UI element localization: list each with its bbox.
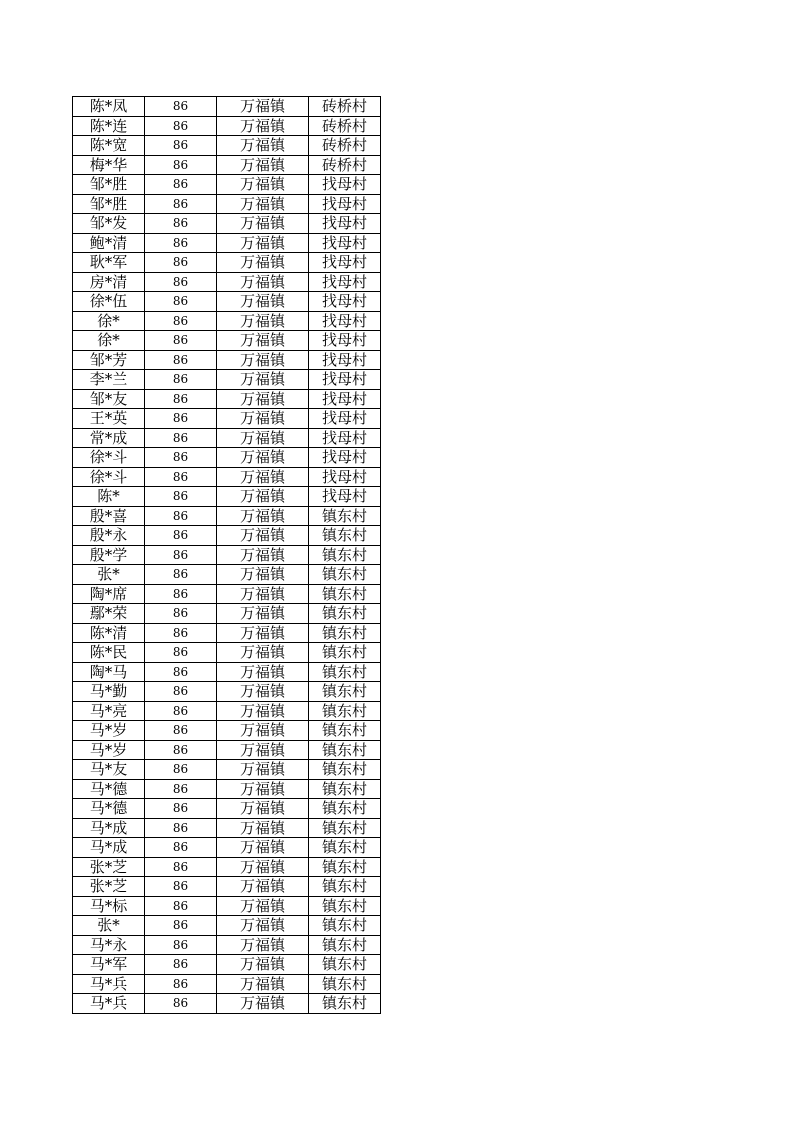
- name-cell: 邹*发: [73, 214, 145, 234]
- age-cell: 86: [145, 604, 217, 624]
- age-cell: 86: [145, 97, 217, 117]
- village-cell: 镇东村: [309, 662, 381, 682]
- table-row: [73, 428, 381, 448]
- village-cell: 镇东村: [309, 838, 381, 858]
- town-cell: 万福镇: [217, 214, 309, 234]
- village-cell: 找母村: [309, 292, 381, 312]
- table-row: [73, 604, 381, 624]
- town-cell: 万福镇: [217, 155, 309, 175]
- table-row: [73, 896, 381, 916]
- town-cell: 万福镇: [217, 740, 309, 760]
- table-row: [73, 779, 381, 799]
- name-cell: 陈*民: [73, 643, 145, 663]
- name-cell: 马*亮: [73, 701, 145, 721]
- town-cell: 万福镇: [217, 448, 309, 468]
- table-row: [73, 97, 381, 117]
- town-cell: 万福镇: [217, 97, 309, 117]
- town-cell: 万福镇: [217, 350, 309, 370]
- town-cell: 万福镇: [217, 292, 309, 312]
- name-cell: 殷*永: [73, 526, 145, 546]
- village-cell: 镇东村: [309, 818, 381, 838]
- village-cell: 找母村: [309, 272, 381, 292]
- table-row: [73, 701, 381, 721]
- age-cell: 86: [145, 428, 217, 448]
- name-cell: 马*岁: [73, 721, 145, 741]
- age-cell: 86: [145, 916, 217, 936]
- table-row: [73, 448, 381, 468]
- table-row: [73, 565, 381, 585]
- town-cell: 万福镇: [217, 799, 309, 819]
- village-cell: 镇东村: [309, 877, 381, 897]
- table-row: [73, 584, 381, 604]
- table-row: [73, 760, 381, 780]
- town-cell: 万福镇: [217, 604, 309, 624]
- name-cell: 张*: [73, 565, 145, 585]
- age-cell: 86: [145, 799, 217, 819]
- town-cell: 万福镇: [217, 233, 309, 253]
- name-cell: 徐*: [73, 311, 145, 331]
- town-cell: 万福镇: [217, 994, 309, 1014]
- town-cell: 万福镇: [217, 779, 309, 799]
- age-cell: 86: [145, 838, 217, 858]
- town-cell: 万福镇: [217, 175, 309, 195]
- town-cell: 万福镇: [217, 662, 309, 682]
- name-cell: 邹*芳: [73, 350, 145, 370]
- town-cell: 万福镇: [217, 818, 309, 838]
- village-cell: 镇东村: [309, 604, 381, 624]
- age-cell: 86: [145, 896, 217, 916]
- name-cell: 殷*学: [73, 545, 145, 565]
- name-cell: 张*: [73, 916, 145, 936]
- name-cell: 马*德: [73, 799, 145, 819]
- village-cell: 砖桥村: [309, 116, 381, 136]
- town-cell: 万福镇: [217, 643, 309, 663]
- age-cell: 86: [145, 233, 217, 253]
- table-row: [73, 682, 381, 702]
- village-cell: 镇东村: [309, 760, 381, 780]
- name-cell: 马*成: [73, 818, 145, 838]
- name-cell: 陈*: [73, 487, 145, 507]
- village-cell: 镇东村: [309, 857, 381, 877]
- village-cell: 镇东村: [309, 994, 381, 1014]
- name-cell: 马*成: [73, 838, 145, 858]
- table-row: [73, 838, 381, 858]
- table-row: [73, 623, 381, 643]
- age-cell: 86: [145, 506, 217, 526]
- age-cell: 86: [145, 116, 217, 136]
- name-cell: 徐*斗: [73, 467, 145, 487]
- village-cell: 砖桥村: [309, 155, 381, 175]
- name-cell: 李*兰: [73, 370, 145, 390]
- town-cell: 万福镇: [217, 916, 309, 936]
- village-cell: 镇东村: [309, 955, 381, 975]
- age-cell: 86: [145, 935, 217, 955]
- name-cell: 鄢*荣: [73, 604, 145, 624]
- table-row: [73, 506, 381, 526]
- table-body: [73, 97, 381, 1014]
- town-cell: 万福镇: [217, 682, 309, 702]
- table-row: [73, 487, 381, 507]
- name-cell: 徐*伍: [73, 292, 145, 312]
- age-cell: 86: [145, 565, 217, 585]
- village-cell: 砖桥村: [309, 97, 381, 117]
- village-cell: 镇东村: [309, 974, 381, 994]
- table-row: [73, 643, 381, 663]
- town-cell: 万福镇: [217, 311, 309, 331]
- name-cell: 马*友: [73, 760, 145, 780]
- name-cell: 马*军: [73, 955, 145, 975]
- table-row: [73, 409, 381, 429]
- village-cell: 镇东村: [309, 545, 381, 565]
- table-row: [73, 955, 381, 975]
- name-cell: 耿*军: [73, 253, 145, 273]
- table-row: [73, 994, 381, 1014]
- village-cell: 找母村: [309, 214, 381, 234]
- village-cell: 镇东村: [309, 721, 381, 741]
- table-row: [73, 292, 381, 312]
- name-cell: 殷*喜: [73, 506, 145, 526]
- town-cell: 万福镇: [217, 428, 309, 448]
- age-cell: 86: [145, 955, 217, 975]
- village-cell: 镇东村: [309, 799, 381, 819]
- name-cell: 张*芝: [73, 857, 145, 877]
- age-cell: 86: [145, 701, 217, 721]
- name-cell: 马*永: [73, 935, 145, 955]
- name-cell: 鲍*清: [73, 233, 145, 253]
- name-cell: 陈*凤: [73, 97, 145, 117]
- table-row: [73, 740, 381, 760]
- age-cell: 86: [145, 760, 217, 780]
- age-cell: 86: [145, 389, 217, 409]
- town-cell: 万福镇: [217, 370, 309, 390]
- age-cell: 86: [145, 292, 217, 312]
- name-cell: 陈*连: [73, 116, 145, 136]
- village-cell: 镇东村: [309, 643, 381, 663]
- age-cell: 86: [145, 526, 217, 546]
- name-cell: 马*兵: [73, 994, 145, 1014]
- age-cell: 86: [145, 448, 217, 468]
- village-cell: 镇东村: [309, 623, 381, 643]
- age-cell: 86: [145, 370, 217, 390]
- age-cell: 86: [145, 487, 217, 507]
- town-cell: 万福镇: [217, 487, 309, 507]
- town-cell: 万福镇: [217, 545, 309, 565]
- age-cell: 86: [145, 682, 217, 702]
- age-cell: 86: [145, 155, 217, 175]
- table-row: [73, 155, 381, 175]
- name-cell: 陶*席: [73, 584, 145, 604]
- table-row: [73, 214, 381, 234]
- table-row: [73, 350, 381, 370]
- name-cell: 邹*友: [73, 389, 145, 409]
- name-cell: 陈*宽: [73, 136, 145, 156]
- town-cell: 万福镇: [217, 838, 309, 858]
- village-cell: 找母村: [309, 175, 381, 195]
- table-row: [73, 721, 381, 741]
- village-cell: 找母村: [309, 331, 381, 351]
- village-cell: 找母村: [309, 467, 381, 487]
- town-cell: 万福镇: [217, 136, 309, 156]
- table-row: [73, 272, 381, 292]
- age-cell: 86: [145, 818, 217, 838]
- table-row: [73, 916, 381, 936]
- village-cell: 镇东村: [309, 565, 381, 585]
- table-row: [73, 545, 381, 565]
- table-row: [73, 370, 381, 390]
- age-cell: 86: [145, 857, 217, 877]
- town-cell: 万福镇: [217, 116, 309, 136]
- table-row: [73, 818, 381, 838]
- name-cell: 马*标: [73, 896, 145, 916]
- name-cell: 张*芝: [73, 877, 145, 897]
- table-row: [73, 526, 381, 546]
- village-cell: 找母村: [309, 233, 381, 253]
- town-cell: 万福镇: [217, 623, 309, 643]
- table-row: [73, 389, 381, 409]
- town-cell: 万福镇: [217, 565, 309, 585]
- village-cell: 找母村: [309, 428, 381, 448]
- table-row: [73, 331, 381, 351]
- age-cell: 86: [145, 740, 217, 760]
- data-table: [72, 96, 381, 1014]
- age-cell: 86: [145, 272, 217, 292]
- town-cell: 万福镇: [217, 253, 309, 273]
- age-cell: 86: [145, 643, 217, 663]
- name-cell: 房*清: [73, 272, 145, 292]
- village-cell: 镇东村: [309, 916, 381, 936]
- town-cell: 万福镇: [217, 721, 309, 741]
- age-cell: 86: [145, 721, 217, 741]
- town-cell: 万福镇: [217, 506, 309, 526]
- name-cell: 梅*华: [73, 155, 145, 175]
- age-cell: 86: [145, 350, 217, 370]
- name-cell: 陈*清: [73, 623, 145, 643]
- age-cell: 86: [145, 194, 217, 214]
- age-cell: 86: [145, 623, 217, 643]
- age-cell: 86: [145, 214, 217, 234]
- village-cell: 镇东村: [309, 779, 381, 799]
- name-cell: 邹*胜: [73, 175, 145, 195]
- village-cell: 砖桥村: [309, 136, 381, 156]
- age-cell: 86: [145, 877, 217, 897]
- table-row: [73, 175, 381, 195]
- village-cell: 镇东村: [309, 526, 381, 546]
- name-cell: 陶*马: [73, 662, 145, 682]
- town-cell: 万福镇: [217, 526, 309, 546]
- town-cell: 万福镇: [217, 389, 309, 409]
- village-cell: 找母村: [309, 194, 381, 214]
- village-cell: 镇东村: [309, 506, 381, 526]
- village-cell: 镇东村: [309, 896, 381, 916]
- name-cell: 马*德: [73, 779, 145, 799]
- age-cell: 86: [145, 662, 217, 682]
- town-cell: 万福镇: [217, 760, 309, 780]
- age-cell: 86: [145, 584, 217, 604]
- table-row: [73, 974, 381, 994]
- town-cell: 万福镇: [217, 409, 309, 429]
- age-cell: 86: [145, 409, 217, 429]
- age-cell: 86: [145, 136, 217, 156]
- town-cell: 万福镇: [217, 331, 309, 351]
- town-cell: 万福镇: [217, 701, 309, 721]
- village-cell: 镇东村: [309, 701, 381, 721]
- age-cell: 86: [145, 467, 217, 487]
- age-cell: 86: [145, 331, 217, 351]
- village-cell: 镇东村: [309, 935, 381, 955]
- table-row: [73, 935, 381, 955]
- town-cell: 万福镇: [217, 896, 309, 916]
- name-cell: 徐*斗: [73, 448, 145, 468]
- village-cell: 找母村: [309, 389, 381, 409]
- name-cell: 徐*: [73, 331, 145, 351]
- name-cell: 马*勤: [73, 682, 145, 702]
- town-cell: 万福镇: [217, 272, 309, 292]
- town-cell: 万福镇: [217, 194, 309, 214]
- town-cell: 万福镇: [217, 877, 309, 897]
- town-cell: 万福镇: [217, 584, 309, 604]
- town-cell: 万福镇: [217, 467, 309, 487]
- name-cell: 王*英: [73, 409, 145, 429]
- name-cell: 马*岁: [73, 740, 145, 760]
- age-cell: 86: [145, 974, 217, 994]
- table-row: [73, 662, 381, 682]
- town-cell: 万福镇: [217, 974, 309, 994]
- village-cell: 镇东村: [309, 682, 381, 702]
- table-row: [73, 857, 381, 877]
- name-cell: 马*兵: [73, 974, 145, 994]
- age-cell: 86: [145, 175, 217, 195]
- age-cell: 86: [145, 253, 217, 273]
- name-cell: 邹*胜: [73, 194, 145, 214]
- table-row: [73, 799, 381, 819]
- table-row: [73, 467, 381, 487]
- town-cell: 万福镇: [217, 857, 309, 877]
- village-cell: 找母村: [309, 350, 381, 370]
- village-cell: 找母村: [309, 370, 381, 390]
- village-cell: 镇东村: [309, 740, 381, 760]
- town-cell: 万福镇: [217, 955, 309, 975]
- table-row: [73, 136, 381, 156]
- age-cell: 86: [145, 311, 217, 331]
- table-row: [73, 311, 381, 331]
- age-cell: 86: [145, 779, 217, 799]
- table-row: [73, 877, 381, 897]
- age-cell: 86: [145, 994, 217, 1014]
- table-row: [73, 233, 381, 253]
- table-row: [73, 253, 381, 273]
- town-cell: 万福镇: [217, 935, 309, 955]
- table-row: [73, 116, 381, 136]
- village-cell: 找母村: [309, 253, 381, 273]
- age-cell: 86: [145, 545, 217, 565]
- village-cell: 找母村: [309, 448, 381, 468]
- table-row: [73, 194, 381, 214]
- name-cell: 常*成: [73, 428, 145, 448]
- village-cell: 找母村: [309, 311, 381, 331]
- village-cell: 镇东村: [309, 584, 381, 604]
- village-cell: 找母村: [309, 487, 381, 507]
- village-cell: 找母村: [309, 409, 381, 429]
